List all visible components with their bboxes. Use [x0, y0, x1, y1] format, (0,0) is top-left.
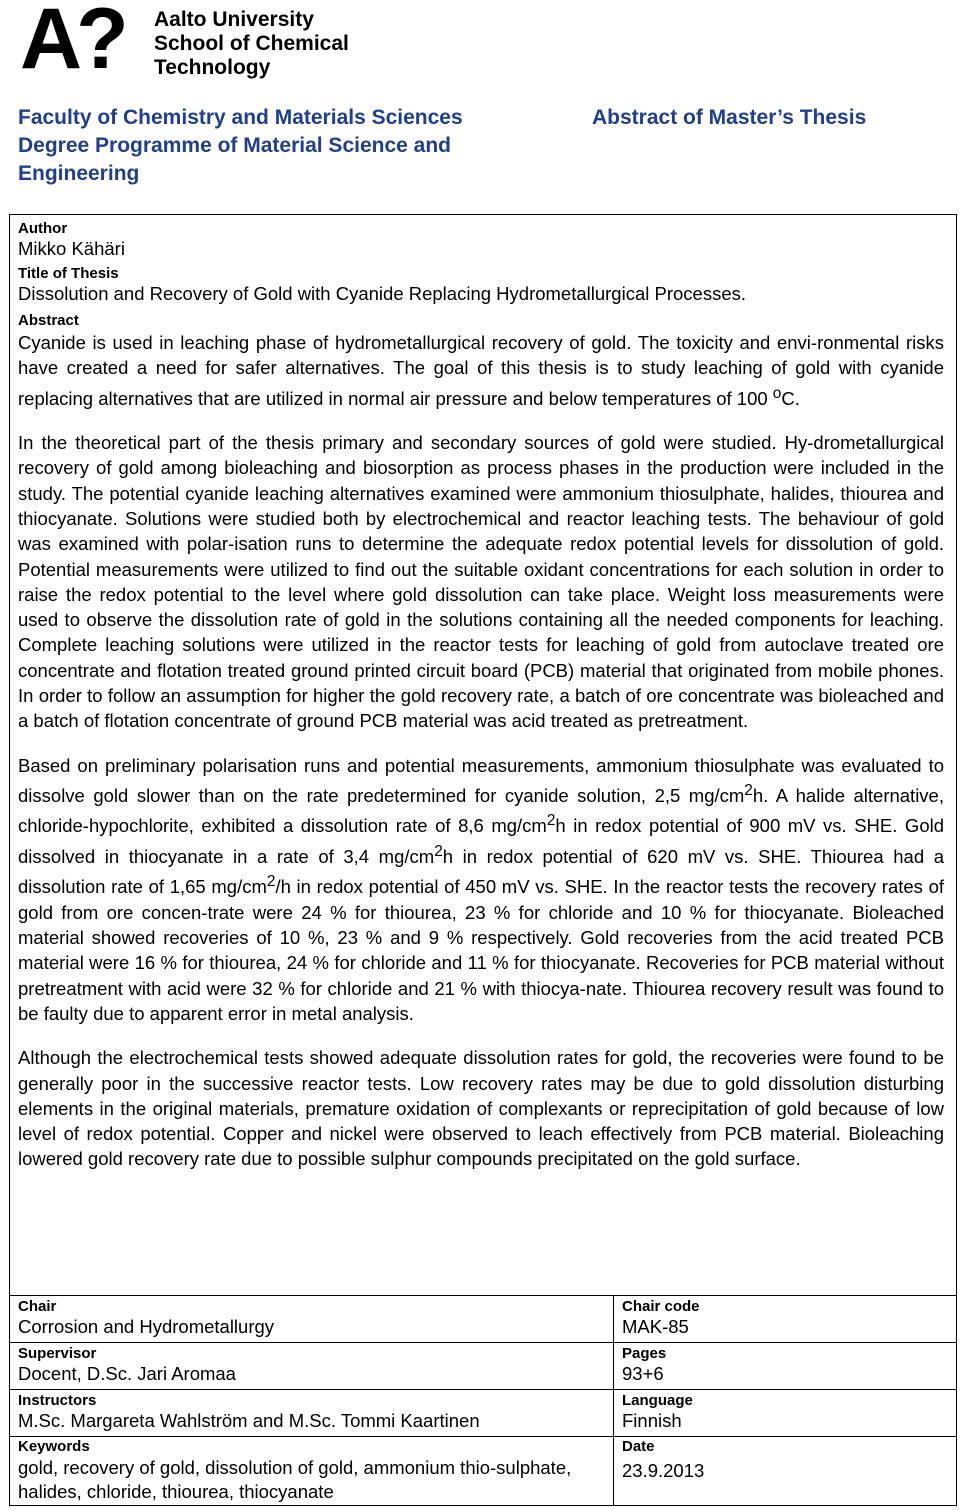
abstract-label: Abstract — [18, 312, 79, 329]
date-label: Date — [622, 1438, 655, 1455]
abstract-paragraph: Based on preliminary polarisation runs and potential measurements, ammonium thiosulphate was evaluated to dissolve gold slower than on the rate predetermined for cyanide solution, 2,5 $mg/cm^2h$. A halide alternative, chloride-hypochlorite, exhibited a dissolution rate of 8,6 $mg/cm^2h$ in redox potential of 900 mV vs. SHE. Gold dissolved in thiocyanate in a rate of 3,4 $mg/cm^2h$ in redox potential of 620 mV vs. SHE. Thiourea had a dissolution rate of 1,65 $mg/cm^2/h$ in redox potential of 450 mV vs. SHE. In the reactor tests the recovery rates of gold from ore concen-trate were 24 % for thiourea, 23 % for chloride and 10 % for thiocyanate. Bioleached material showed recoveries of 10 %, 23 % and 9 % respectively. Gold recoveries from the acid treated PCB material were 16 % for thiourea, 24 % for chloride and 11 % for thiocyanate. Recoveries for PCB material without pretreatment with acid were 32 % for chloride and 21 % with thiocya-nate. Thiourea recovery result was found to be faulty due to apparent error in metal analysis. — [18, 754, 945, 1024]
date-value: 23.9.2013 — [622, 1460, 705, 1481]
logo-mark: A? — [20, 0, 123, 87]
chair-label: Chair — [18, 1298, 57, 1315]
keywords-cell — [18, 1437, 598, 1504]
language-value: Finnish — [622, 1410, 682, 1431]
abstract-paragraph: Although the electrochemical tests showed adequate dissolution rates for gold, the recoveries were found to be generally poor in the successive reactor tests. Low recovery rates may be due to gold dissolution disturbing elements in the original materials, premature oxidation of complexants or reprecipitation of gold because of low level of redox potential. Copper and nickel were observed to leach effectively from PCB material. Bioleaching lowered gold recovery rate due to possible sulphur compounds precipitated on the gold surface. — [18, 1047, 944, 1170]
university-name-line: Aalto University — [154, 8, 314, 31]
language-cell — [622, 1391, 693, 1432]
chair-code-value: MAK-85 — [622, 1316, 689, 1337]
university-name-line: Technology — [154, 56, 271, 79]
table-divider — [9, 1389, 957, 1390]
supervisor-value: Docent, D.Sc. Jari Aromaa — [18, 1363, 236, 1384]
chair-value: Corrosion and Hydrometallurgy — [18, 1316, 275, 1337]
abstract-paragraph: Cyanide is used in leaching phase of hydrometallurgical recovery of gold. The toxicity and envi-ronmental risks have created a need for safer alternatives. The goal of this thesis is to study leaching of gold with cyanide replacing alternatives that are utilized in normal air pressure and below temperatures of 100 $^o$C. — [18, 332, 944, 409]
university-name — [154, 8, 349, 80]
author-label: Author — [18, 220, 68, 237]
keywords-value: gold, recovery of gold, dissolution of gold, ammonium thio-sulphate, halides, chloride, thiourea, thiocyanate — [18, 1457, 572, 1502]
thesis-title-section — [18, 264, 746, 305]
chair-code-label: Chair code — [622, 1298, 700, 1315]
table-divider — [9, 1295, 957, 1296]
thesis-title-label: Title of Thesis — [18, 265, 119, 282]
pages-cell — [622, 1344, 666, 1385]
programme-line: Engineering — [18, 162, 140, 185]
programme-line: Degree Programme of Material Science and — [18, 134, 451, 157]
table-column-divider — [613, 1295, 614, 1506]
abstract-paragraph: In the theoretical part of the thesis primary and secondary sources of gold were studied. Hy-drometallurgical recovery of gold among bioleaching and biosorption as process phases in the production were included in the study. The potential cyanide leaching alternatives examined were ammonium thiosulphate, halides, thiourea and thiocyanate. Solutions were studied both by electrochemical and reactor leaching tests. The behaviour of gold was examined with polar-isation runs to determine the adequate redox potential levels for dissolution of gold. Potential measurements were utilized to find out the suitable oxidant concentrations for each solution in order to raise the redox potential to the level where gold dissolution can take place. Weight loss measurements were used to observe the dissolution rate of gold in the solutions containing all the needed components for leaching. Complete leaching solutions were utilized in the reactor tests for leaching of gold from autoclave treated ore concentrate and flotation treated ground printed circuit board (PCB) material that originated from mobile phones. In order to follow an assumption for higher the gold recovery rate, a batch of ore concentrate was bioleached and a batch of flotation concentrate of ground PCB material was acid treated as pretreatment. — [18, 432, 944, 732]
date-cell — [622, 1437, 704, 1482]
faculty-line: Faculty of Chemistry and Materials Sciences — [18, 106, 463, 129]
table-divider — [9, 1342, 957, 1343]
supervisor-cell — [18, 1344, 236, 1385]
pages-value: 93+6 — [622, 1363, 664, 1384]
university-logo — [20, 0, 400, 87]
abstract-body — [18, 330, 944, 1172]
language-label: Language — [622, 1392, 693, 1409]
supervisor-label: Supervisor — [18, 1345, 97, 1362]
university-name-line: School of Chemical — [154, 32, 349, 55]
thesis-title-value: Dissolution and Recovery of Gold with Cyanide Replacing Hydrometallurgical Processes. — [18, 283, 747, 304]
pages-label: Pages — [622, 1345, 667, 1362]
instructors-value: M.Sc. Margareta Wahlström and M.Sc. Tommi Kaartinen — [18, 1410, 480, 1431]
keywords-label: Keywords — [18, 1438, 90, 1455]
instructors-label: Instructors — [18, 1392, 97, 1409]
instructors-cell — [18, 1391, 480, 1432]
chair-cell — [18, 1297, 274, 1338]
document-type: Abstract of Master’s Thesis — [592, 106, 867, 129]
author-section — [18, 219, 125, 260]
author-value: Mikko Kähäri — [18, 238, 125, 259]
faculty-heading — [18, 104, 558, 188]
chair-code-cell — [622, 1297, 700, 1338]
